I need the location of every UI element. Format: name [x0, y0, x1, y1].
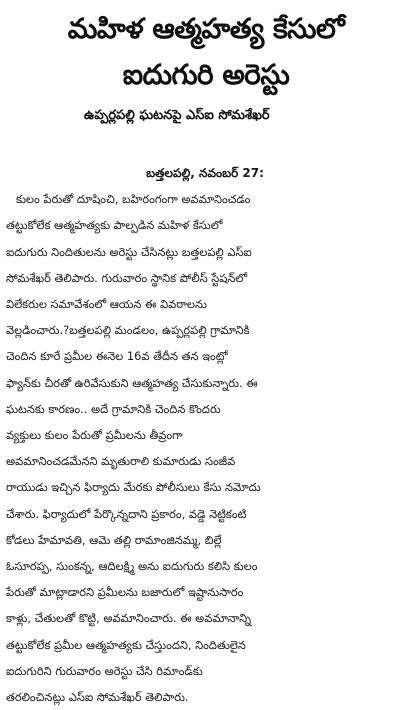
body-line: వ్యక్తులు కులం పేరుతో ప్రమీలను తీవ్రంగా [6, 428, 183, 443]
body-line: ఘటనకు కారణం.. అదే గ్రామానికి చెందిన కొందరు [6, 401, 221, 416]
body-line: తరలించినట్లు ఎస్‌ఐ సోమశేఖర్ తెలిపారు. [6, 690, 189, 705]
body-line: ఓసూరప్ప, సుంకన్న, ఆదిలక్ష్మి అను ఐదుగురు కలిసి కులం [6, 559, 258, 574]
body-line: సోమశేఖర్ తెలిపారు. గురువారం స్థానిక పోలీస్ స్టేషన్‌లో [6, 270, 248, 285]
body-line: రాయుడు ఇచ్చిన ఫిర్యాదు మేరకు పోలీసులు కేసు నమోదు [6, 480, 261, 495]
body-line: పేరుతో మాట్లాడారని ప్రమీలను బజారులో ఇష్టానుసారం [6, 585, 244, 600]
body-line: ఐదుగురిని గురువారం అరెస్టు చేసి రిమాండ్‌కు [6, 663, 203, 678]
subheadline: ఉప్పర్లపల్లి ఘటనపై ఎస్‌ఐ సోమశేఖర్ [84, 108, 270, 123]
dateline: బత్తలపల్లి, నవంబర్ 27: [146, 166, 264, 180]
article-body [6, 160, 404, 710]
body-line: చెందిన కూరే ప్రమీల ఈనెల 16వ తేదీన తన ఇంట్లో [6, 349, 228, 364]
body-line: కులం పేరుతో దూషించి, బహిరంగంగా అవమానించడం [16, 192, 251, 207]
body-line: కాళ్లు, చేతులతో కొట్టి, అవమానించారు. ఈ అవమానాన్ని [6, 611, 252, 626]
body-line: అవమానించడమేనని మృతురాలి కుమారుడు సంజీవ [6, 454, 236, 469]
body-line: ఫ్యాన్‌కు చీరతో ఉరివేసుకుని ఆత్మహత్య చేసుకున్నారు. ఈ [6, 375, 258, 390]
body-line: కోడలు హేమావతి, ఆమె తల్లి రామాంజినమ్మ, బిల్లే [6, 532, 222, 547]
body-line: తట్టుకోలేక ప్రమీల ఆత్మహత్యకు చేస్తుందని, నిందితులైన [6, 637, 246, 652]
headline-line-2: ఐదుగురి అరెస్టు [122, 58, 290, 91]
body-line: చేశారు. ఫిర్యాదులో పేర్కొన్నదాని ప్రకారం, వడ్డె నెట్టికంటి [6, 506, 247, 521]
body-line: తట్టుకోలేక ఆత్మహత్యకు పాల్పడిన మహిళ కేసులో [6, 218, 223, 233]
body-line: విలేకరుల సమావేశంలో ఆయన ఈ వివరాలను [6, 297, 207, 312]
body-line: ఐదుగురు నిందితులను అరెస్టు చేసినట్లు బత్తలపల్లి ఎస్‌ఐ [6, 244, 252, 259]
body-line: వెల్లడించారు.?బత్తలపల్లి మండలం, ఉప్పర్లపల్లి గ్రామానికి [6, 323, 250, 338]
headline-line-1: మహిళ ఆత్మహత్య కేసులో [67, 12, 345, 45]
dateline-line [6, 160, 404, 186]
